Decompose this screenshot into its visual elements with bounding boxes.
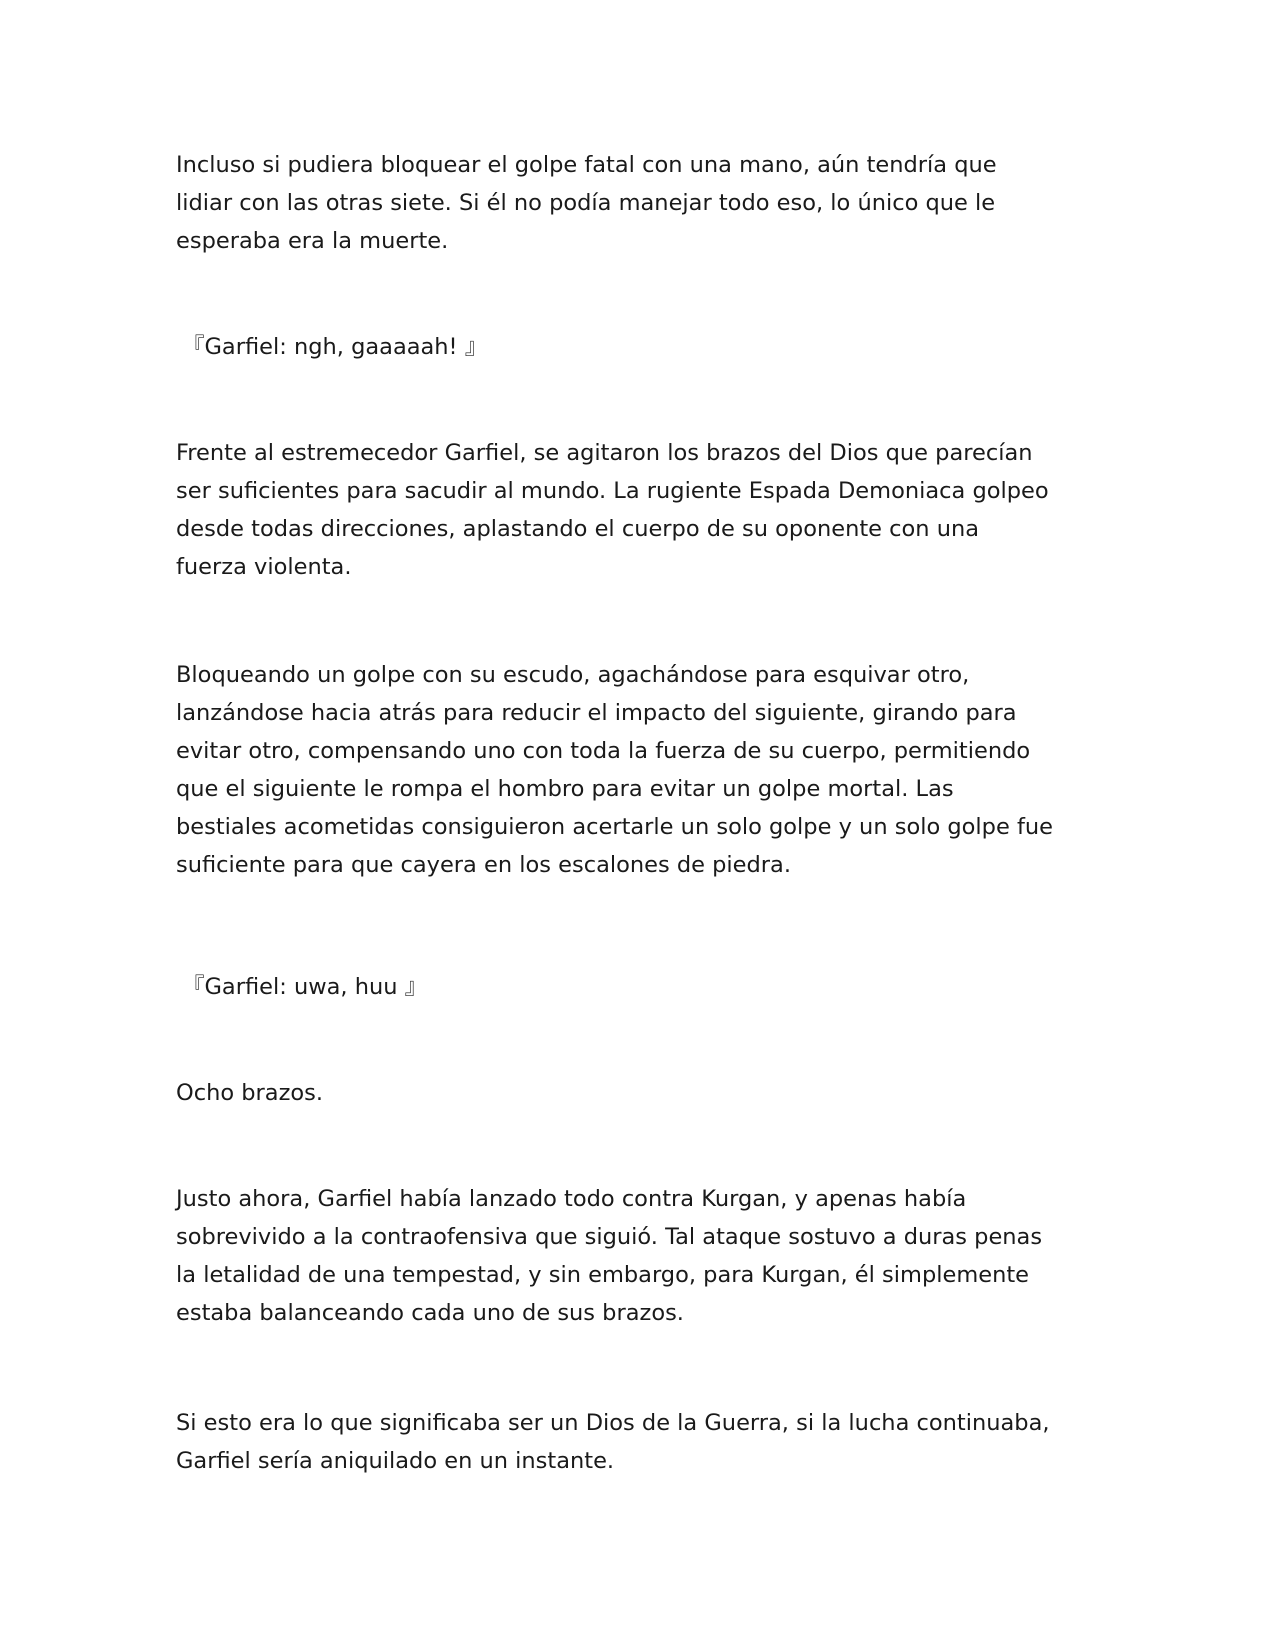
- paragraph-6: [176, 1404, 1096, 1480]
- text-line: Frente al estremecedor Garfiel, se agitaron los brazos del Dios que parecían: [176, 440, 1033, 466]
- text-line: Ocho brazos.: [176, 1080, 324, 1106]
- dialogue-line: 『Garfiel: ngh, gaaaaah! 』: [182, 334, 488, 360]
- paragraph-4: [176, 1074, 1096, 1112]
- paragraph-2: [176, 434, 1096, 586]
- paragraph-1: [176, 146, 1096, 260]
- text-line: estaba balanceando cada uno de sus brazos.: [176, 1300, 684, 1326]
- text-line: fuerza violenta.: [176, 554, 352, 580]
- text-line: bestiales acometidas consiguieron acertarle un solo golpe y un solo golpe fue: [176, 814, 1053, 840]
- text-line: Si esto era lo que significaba ser un Dios de la Guerra, si la lucha continuaba,: [176, 1410, 1050, 1436]
- text-line: Garfiel sería aniquilado en un instante.: [176, 1448, 615, 1474]
- dialogue-line: 『Garfiel: uwa, huu 』: [182, 974, 428, 1000]
- text-line: ser suficientes para sacudir al mundo. La rugiente Espada Demoniaca golpeo: [176, 478, 1049, 504]
- paragraph-5: [176, 1180, 1096, 1332]
- text-line: la letalidad de una tempestad, y sin embargo, para Kurgan, él simplemente: [176, 1262, 1030, 1288]
- text-line: que el siguiente le rompa el hombro para evitar un golpe mortal. Las: [176, 776, 954, 802]
- text-line: suficiente para que cayera en los escalones de piedra.: [176, 852, 791, 878]
- text-line: Justo ahora, Garfiel había lanzado todo contra Kurgan, y apenas había: [176, 1186, 967, 1212]
- text-line: sobrevivido a la contraofensiva que siguió. Tal ataque sostuvo a duras penas: [176, 1224, 1043, 1250]
- dialogue-1: [182, 328, 1102, 366]
- text-line: desde todas direcciones, aplastando el cuerpo de su oponente con una: [176, 516, 980, 542]
- text-line: lidiar con las otras siete. Si él no podía manejar todo eso, lo único que le: [176, 190, 996, 216]
- text-line: esperaba era la muerte.: [176, 228, 449, 254]
- text-line: Incluso si pudiera bloquear el golpe fatal con una mano, aún tendría que: [176, 152, 997, 178]
- paragraph-3: [176, 656, 1096, 884]
- text-line: evitar otro, compensando uno con toda la fuerza de su cuerpo, permitiendo: [176, 738, 1031, 764]
- text-line: lanzándose hacia atrás para reducir el impacto del siguiente, girando para: [176, 700, 1017, 726]
- dialogue-2: [182, 968, 1102, 1006]
- text-line: Bloqueando un golpe con su escudo, agachándose para esquivar otro,: [176, 662, 970, 688]
